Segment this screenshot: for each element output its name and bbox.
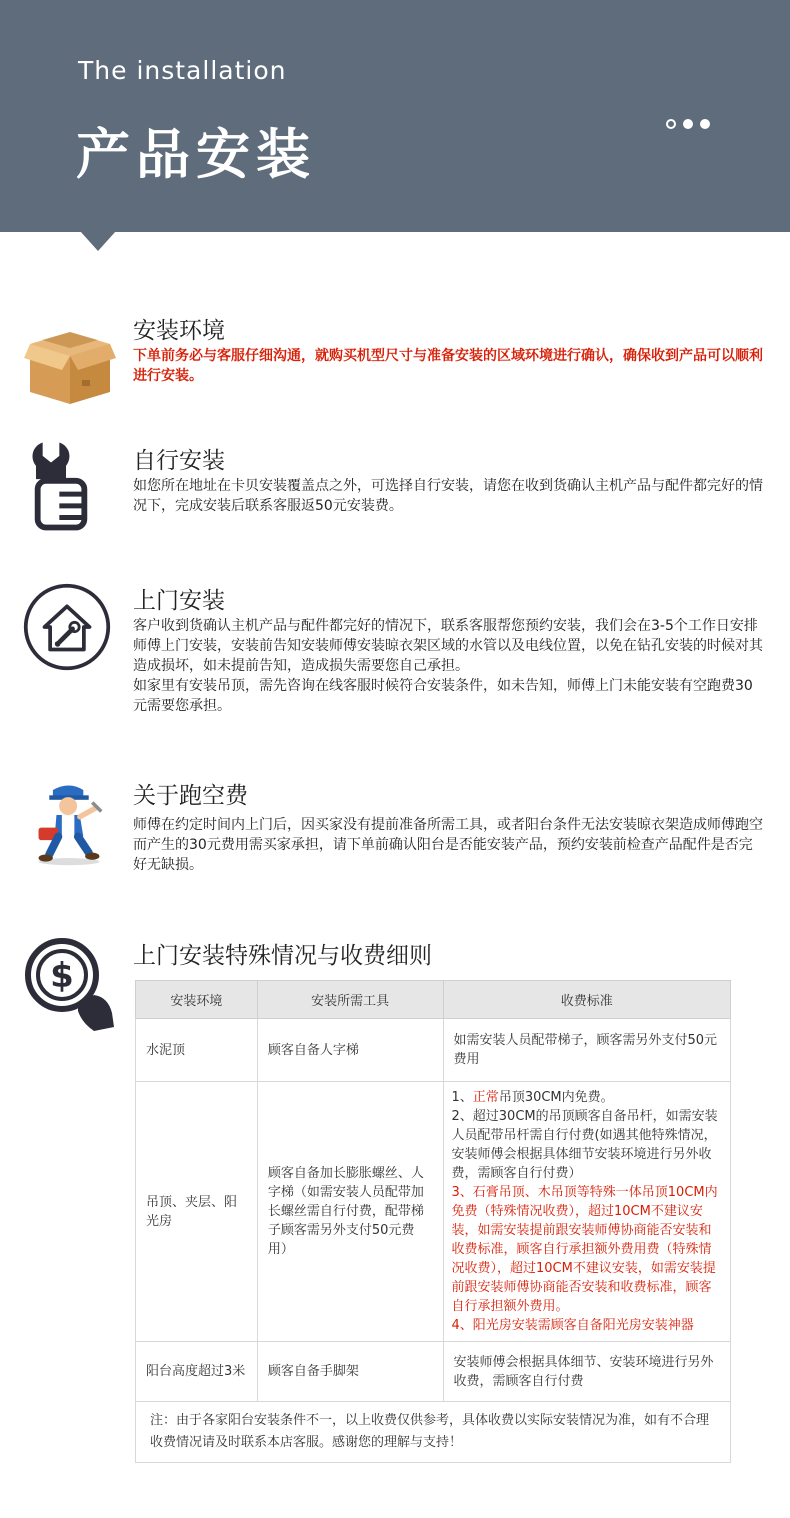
worker-icon bbox=[26, 779, 112, 869]
dollar-coin-icon bbox=[22, 935, 122, 1035]
section-text: 下单前务必与客服仔细沟通，就购买机型尺寸与准备安装的区域环境进行确认，确保收到产品可以顺利进行安装。 bbox=[133, 348, 763, 384]
table-row bbox=[136, 1019, 731, 1082]
section-text: 师傅在约定时间内上门后，因买家没有提前准备所需工具，或者阳台条件无法安装晾衣架造成师傅跑空而产生的30元费用需买家承担，请下单前确认阳台是否能安装产品，预约安装前检查产品配件是否完好无缺损。 bbox=[133, 817, 763, 873]
fee-line-rest: 吊顶30CM内免费。 bbox=[498, 1090, 614, 1105]
section-title: 关于跑空费 bbox=[133, 783, 248, 809]
section-title: 上门安装特殊情况与收费细则 bbox=[133, 943, 432, 969]
section-title: 安装环境 bbox=[133, 318, 225, 344]
section-text: 如您所在地址在卡贝安装覆盖点之外，可选择自行安装，请您在收到货确认主机产品与配件都完好的情况下，完成安装后联系客服返50元安装费。 bbox=[133, 478, 763, 514]
header-title: 产品安装 bbox=[76, 123, 316, 186]
fee-line-1 bbox=[452, 1088, 722, 1107]
page-header bbox=[0, 0, 790, 232]
fee-table bbox=[135, 980, 731, 1463]
decorative-dots bbox=[666, 119, 710, 129]
table-cell-tools: 顾客自备人字梯 bbox=[257, 1019, 443, 1082]
table-row bbox=[136, 1082, 731, 1342]
house-wrench-icon bbox=[22, 582, 112, 672]
section-title: 自行安装 bbox=[133, 448, 225, 474]
table-cell-fee bbox=[443, 1082, 730, 1342]
fee-line-4: 4、阳光房安装需顾客自备阳光房安装神器 bbox=[451, 1318, 694, 1333]
hand-wrench-icon bbox=[26, 430, 106, 540]
table-row bbox=[136, 1342, 731, 1402]
section-title: 上门安装 bbox=[133, 588, 225, 614]
table-cell-fee: 安装师傅会根据具体细节、安装环境进行另外收费，需顾客自行付费 bbox=[443, 1342, 730, 1402]
table-note-row bbox=[136, 1402, 731, 1463]
table-header-env: 安装环境 bbox=[136, 981, 258, 1019]
svg-text:$: $ bbox=[50, 956, 74, 996]
section-text-extra: 如家里有安装吊顶，需先咨询在线客服时候符合安装条件，如未告知，师傅上门未能安装有空跑费30元需要您承担。 bbox=[133, 678, 753, 714]
fee-line-prefix: 1、 bbox=[451, 1090, 473, 1105]
table-header-fee: 收费标准 bbox=[443, 981, 730, 1019]
table-note: 注：由于各家阳台安装条件不一，以上收费仅供参考，具体收费以实际安装情况为准，如有不合理收费情况请及时联系本店客服。感谢您的理解与支持！ bbox=[136, 1402, 731, 1463]
header-notch bbox=[80, 231, 116, 251]
table-header-row bbox=[136, 981, 731, 1019]
dot-icon bbox=[700, 119, 710, 129]
fee-line-highlight: 正常 bbox=[472, 1090, 499, 1105]
table-cell-tools: 顾客自备加长膨胀螺丝、人字梯（如需安装人员配带加长螺丝需自行付费，配带梯子顾客需另外支付50元费用） bbox=[257, 1082, 443, 1342]
fee-line-3: 3、石膏吊顶、木吊顶等特殊一体吊顶10CM内免费（特殊情况收费），超过10CM不建议安装，如需安装提前跟安装师傅协商能否安装和收费标准，顾客自行承担额外费用费（特殊情况收费），超过10CM不建议安装，如需安装提前跟安装师傅协商能否安装和收费标准，顾客自行承担额外费用。 bbox=[451, 1185, 718, 1314]
table-cell-env: 阳台高度超过3米 bbox=[136, 1342, 258, 1402]
table-cell-env: 吊顶、夹层、阳光房 bbox=[136, 1082, 258, 1342]
table-cell-fee: 如需安装人员配带梯子，顾客需另外支付50元费用 bbox=[443, 1019, 730, 1082]
table-header-tools: 安装所需工具 bbox=[257, 981, 443, 1019]
dot-icon bbox=[683, 119, 693, 129]
table-cell-tools: 顾客自备手脚架 bbox=[257, 1342, 443, 1402]
section-text: 客户收到货确认主机产品与配件都完好的情况下，联系客服帮您预约安装，我们会在3-5个工作日安排师傅上门安装，安装前告知安装师傅安装晾衣架区域的水管以及电线位置，以免在钻孔安装的时候对其造成损坏，如未提前告知，造成损失需要您自己承担。 bbox=[133, 618, 763, 674]
table-cell-env: 水泥顶 bbox=[136, 1019, 258, 1082]
cardboard-box-icon bbox=[22, 314, 118, 410]
header-subtitle: The installation bbox=[78, 56, 287, 85]
fee-line-2: 2、超过30CM的吊顶顾客自备吊杆，如需安装人员配带吊杆需自行付费(如遇其他特殊情况，安装师傅会根据具体细节安装环境进行另外收费，需顾客自行付费） bbox=[451, 1109, 718, 1181]
dot-icon bbox=[666, 119, 676, 129]
